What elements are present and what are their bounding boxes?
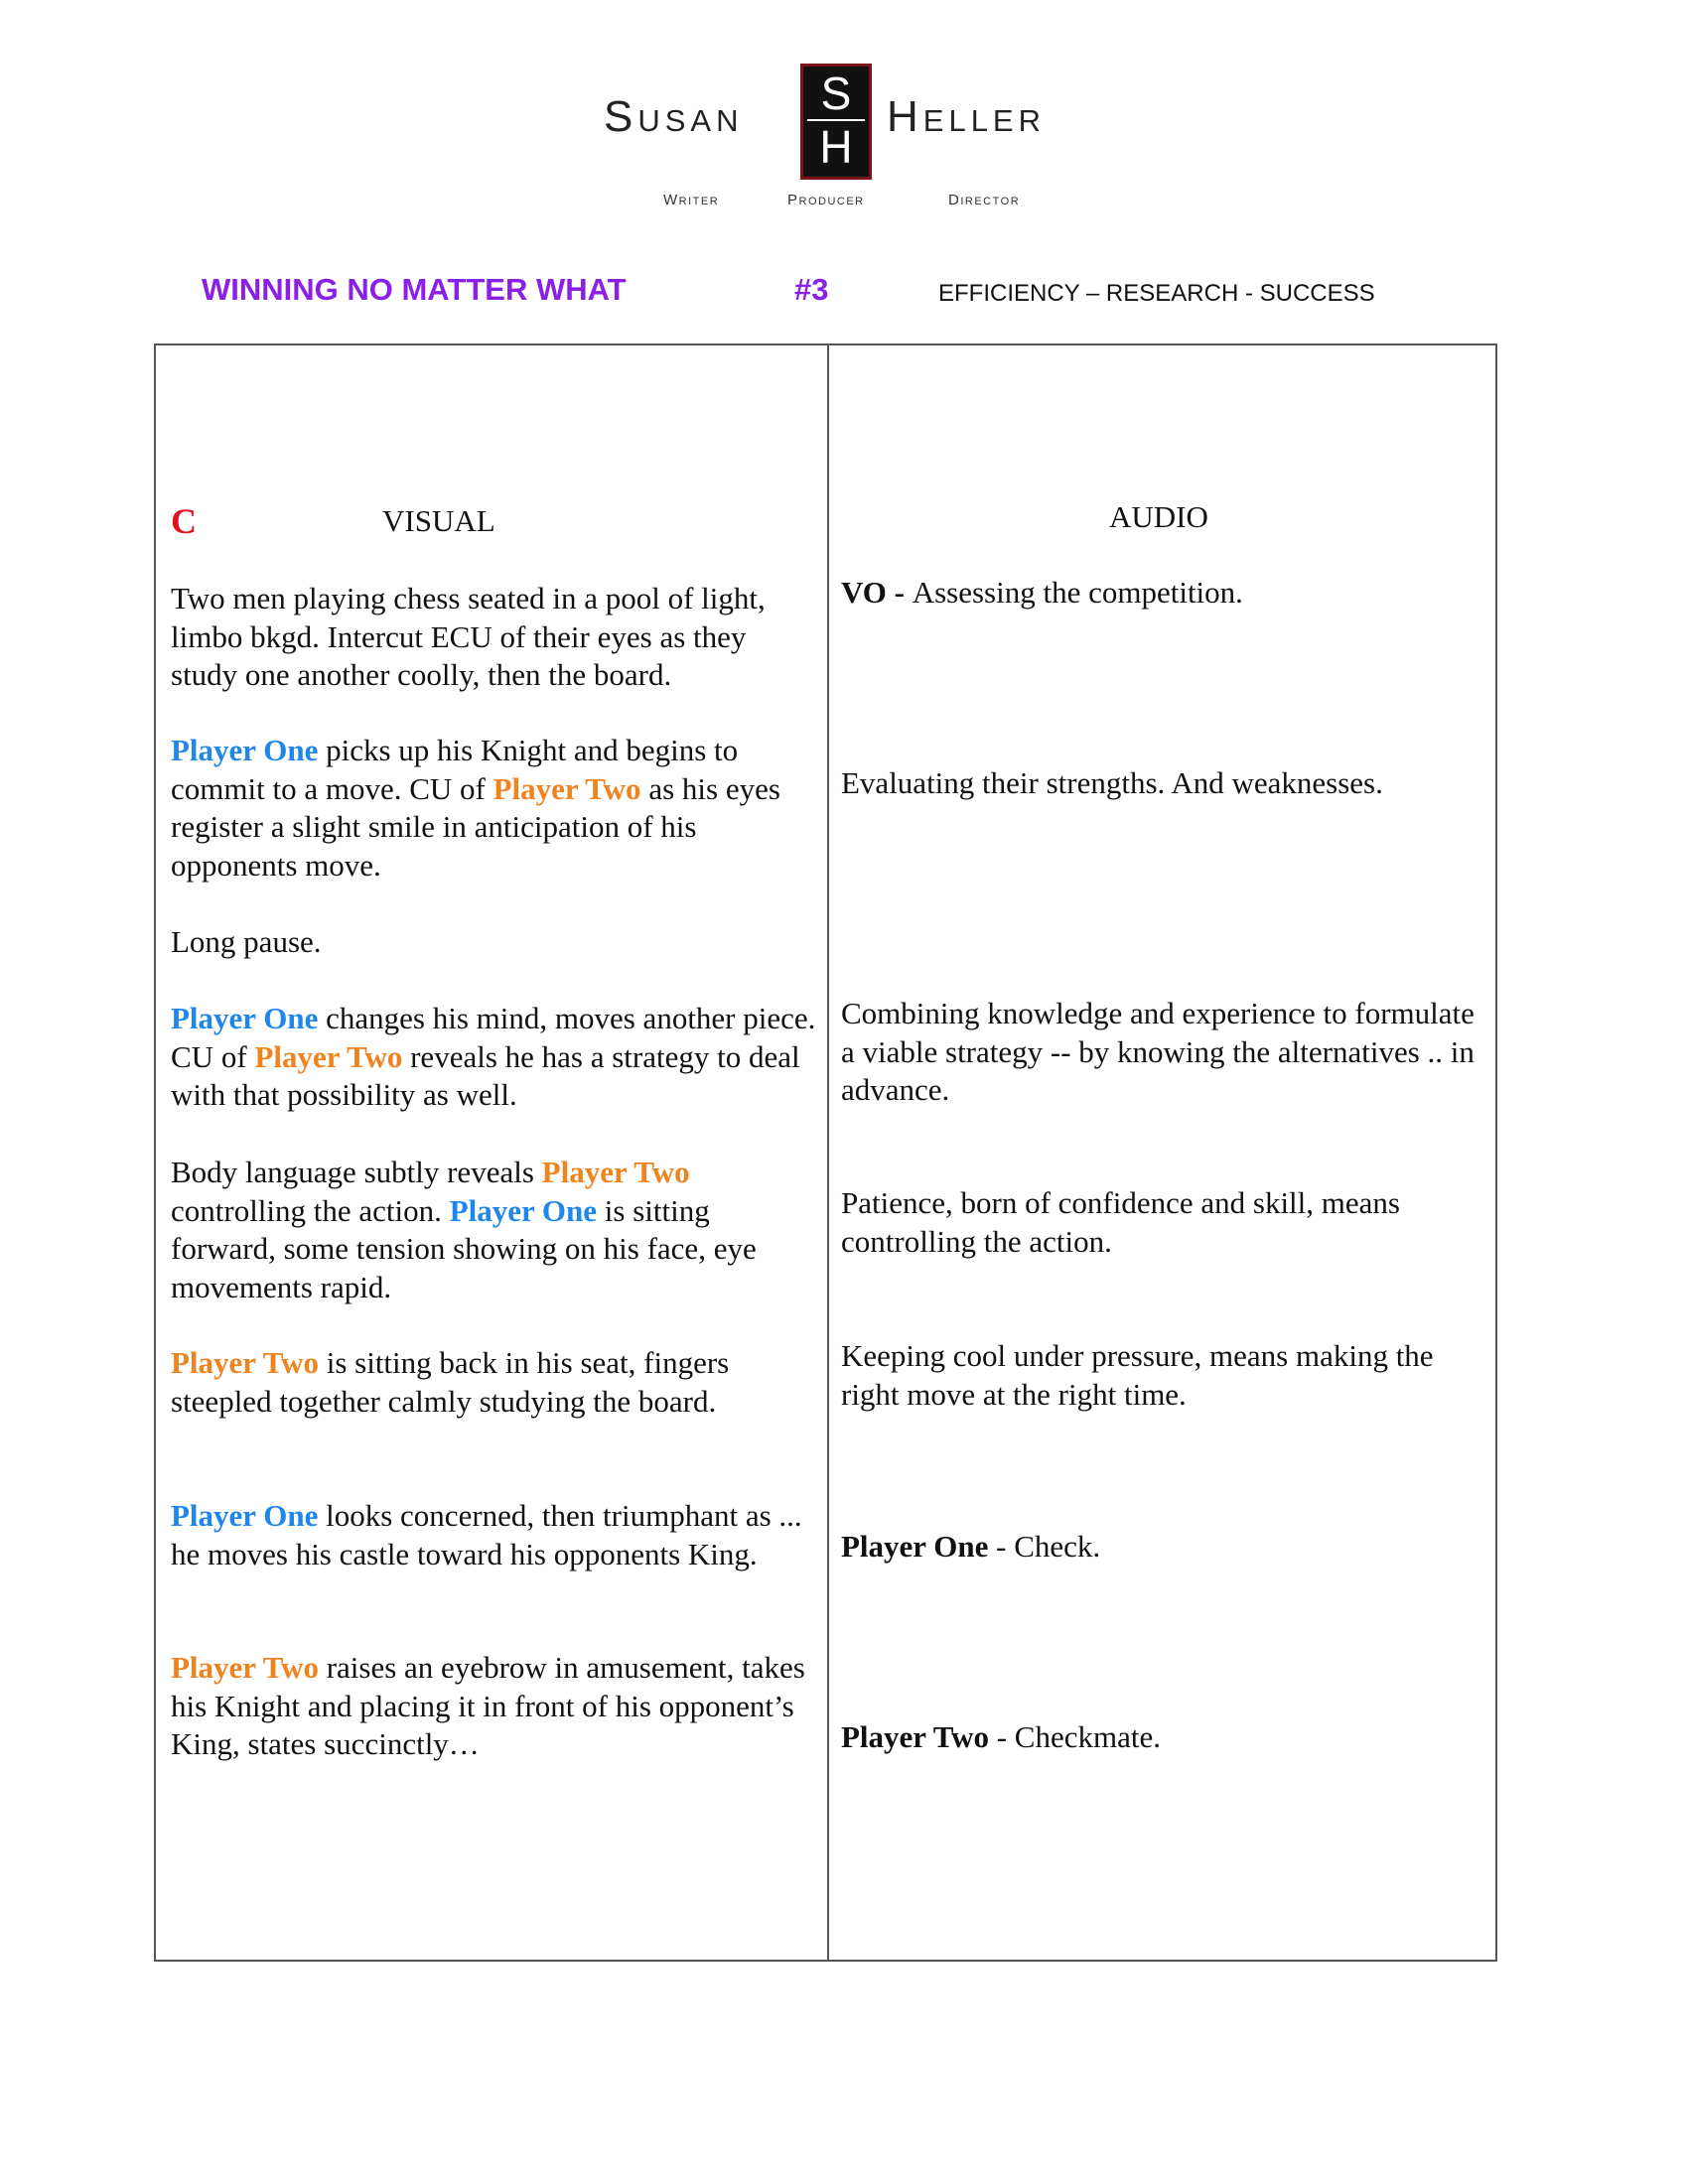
vo-label: VO - [841, 575, 913, 610]
visual-paragraph-3: Long pause. [171, 924, 322, 959]
visual-paragraph-4: Player One changes his mind, moves another piece. CU of Player Two reveals he has a strategy to deal with that possibility as well. [171, 1001, 816, 1112]
role-director: Director [948, 192, 1021, 208]
logo-last-name: Heller [887, 92, 1046, 141]
audio-paragraph-5: Keeping cool under pressure, means making the right move at the right time. [841, 1338, 1434, 1412]
audio-paragraph-1: VO - Assessing the competition. [841, 575, 1243, 610]
script-number: #3 [794, 272, 829, 307]
audio-paragraph-4: Patience, born of confidence and skill, means controlling the action. [841, 1185, 1400, 1259]
monogram-s: S [820, 68, 852, 119]
logo-first-name: Susan [604, 92, 744, 141]
visual-paragraph-8: Player Two raises an eyebrow in amusement, takes his Knight and placing it in front of his opponent’s King, states succinctly… [171, 1650, 805, 1761]
role-producer: Producer [787, 192, 865, 208]
player-two-label: Player Two [541, 1155, 690, 1189]
audio-paragraph-3: Combining knowledge and experience to formulate a viable strategy -- by knowing the alternatives .. in advance. [841, 996, 1475, 1107]
script-subtitle: EFFICIENCY – RESEARCH - SUCCESS [938, 280, 1375, 307]
visual-paragraph-6: Player Two is sitting back in his seat, fingers steepled together calmly studying the board. [171, 1345, 730, 1419]
script-title: WINNING NO MATTER WHAT [202, 272, 627, 307]
audio-paragraph-7: Player Two - Checkmate. [841, 1719, 1161, 1754]
player-one-line-label: Player One [841, 1529, 989, 1564]
visual-paragraph-5: Body language subtly reveals Player Two controlling the action. Player One is sitting forward, some tension showing on his face, eye movements rapid. [171, 1155, 757, 1304]
player-two-line-label: Player Two [841, 1719, 989, 1754]
script-table [154, 343, 1497, 1962]
visual-paragraph-2: Player One picks up his Knight and begins to commit to a move. CU of Player Two as his eyes register a slight smile in anticipation of his opponents move. [171, 733, 780, 883]
player-two-label: Player Two [254, 1038, 403, 1074]
player-one-label: Player One [449, 1192, 598, 1228]
visual-paragraph-7: Player One looks concerned, then triumphant as ... he moves his castle toward his opponents King. [171, 1498, 802, 1571]
logo-monogram [800, 64, 872, 180]
monogram-h: H [819, 121, 853, 173]
player-one-label: Player One [171, 1498, 319, 1533]
scene-letter: C [171, 501, 197, 541]
visual-header: VISUAL [382, 503, 495, 538]
audio-paragraph-6: Player One - Check. [841, 1529, 1101, 1564]
visual-paragraph-1: Two men playing chess seated in a pool of light, limbo bkgd. Intercut ECU of their eyes as they study one another coolly, then the board. [171, 581, 766, 692]
role-writer: Writer [663, 192, 720, 208]
player-one-label: Player One [171, 733, 319, 767]
player-two-label: Player Two [171, 1650, 319, 1685]
player-one-label: Player One [171, 1001, 319, 1035]
player-two-label: Player Two [492, 770, 641, 806]
player-two-label: Player Two [171, 1345, 319, 1380]
audio-paragraph-2: Evaluating their strengths. And weaknesses. [841, 765, 1383, 800]
audio-header: AUDIO [1109, 499, 1208, 534]
column-divider [827, 345, 829, 1960]
